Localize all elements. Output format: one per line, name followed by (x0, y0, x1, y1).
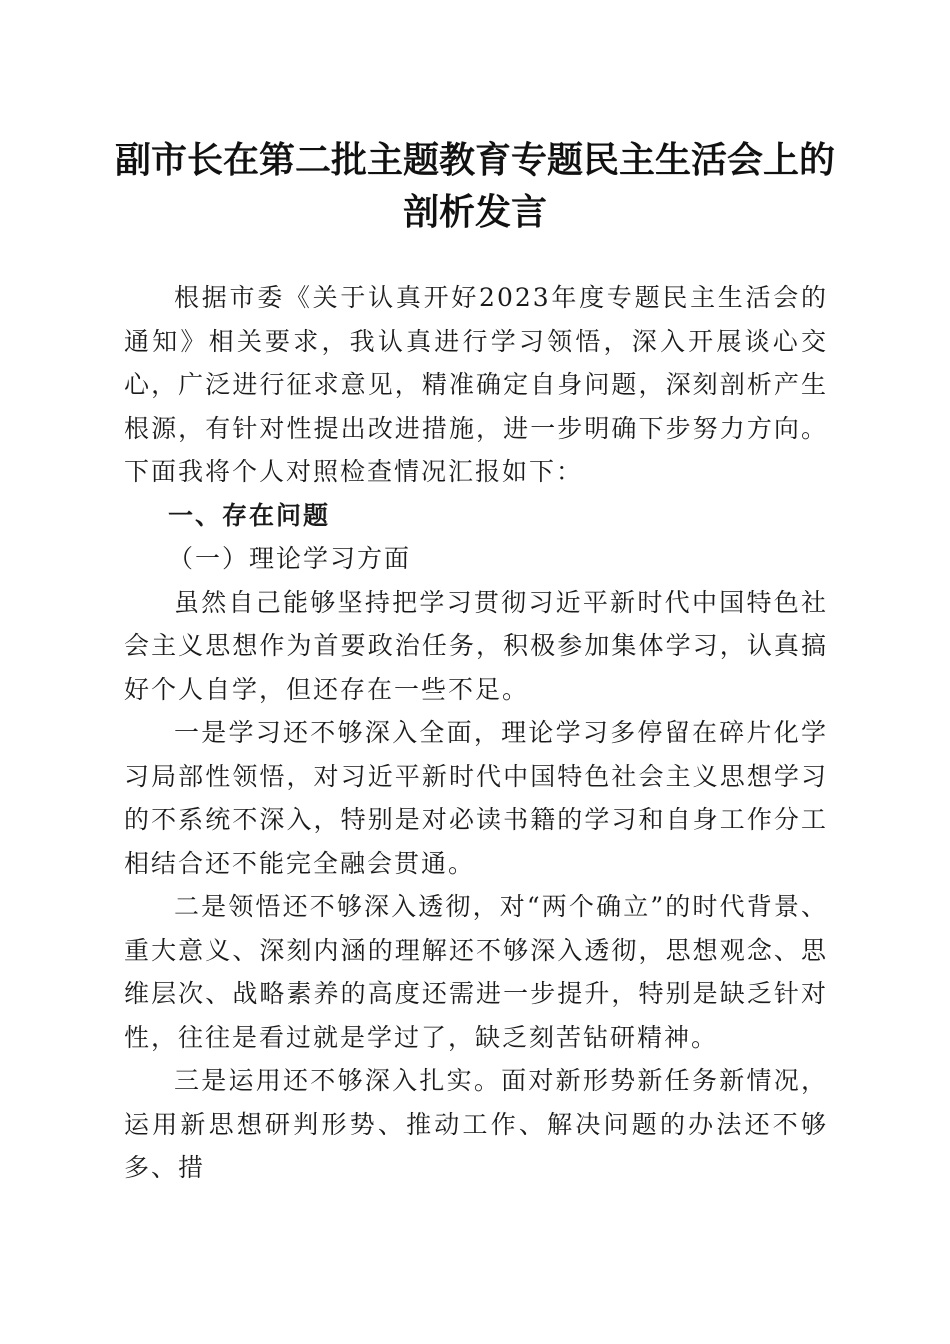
document-title (100, 134, 850, 238)
paragraph-overview: 虽然自己能够坚持把学习贯彻习近平新时代中国特色社会主义思想作为首要政治任务，积极参加集体学习，认真搞好个人自学，但还存在一些不足。 (124, 587, 828, 704)
title-line-2: 剖析发言 (402, 191, 547, 233)
section-heading-problems: 一、存在问题 (168, 500, 331, 530)
intro-paragraph: 根据市委《关于认真开好2023年度专题民主生活会的通知》相关要求，我认真进行学习领悟，深入开展谈心交心，广泛进行征求意见，精准确定自身问题，深刻剖析产生根源，有针对性提出改进措施，进一步明确下步努力方向。下面我将个人对照检查情况汇报如下： (124, 283, 828, 486)
subsection-heading-theory-study: （一）理论学习方面 (168, 544, 412, 573)
title-line-1: 副市长在第二批主题教育专题民主生活会上的 (114, 139, 835, 181)
paragraph-point-two: 二是领悟还不够深入透彻，对“两个确立”的时代背景、重大意义、深刻内涵的理解还不够深入透彻，思想观念、思维层次、战略素养的高度还需进一步提升，特别是缺乏针对性，往往是看过就是学过了，缺乏刻苦钻研精神。 (124, 892, 828, 1052)
paragraph-point-one: 一是学习还不够深入全面，理论学习多停留在碎片化学习局部性领悟，对习近平新时代中国特色社会主义思想学习的不系统不深入，特别是对必读书籍的学习和自身工作分工相结合还不能完全融会贯通。 (124, 718, 828, 878)
document-body (124, 276, 828, 1190)
paragraph-point-three: 三是运用还不够深入扎实。面对新形势新任务新情况，运用新思想研判形势、推动工作、解决问题的办法还不够多、措 (124, 1066, 828, 1182)
